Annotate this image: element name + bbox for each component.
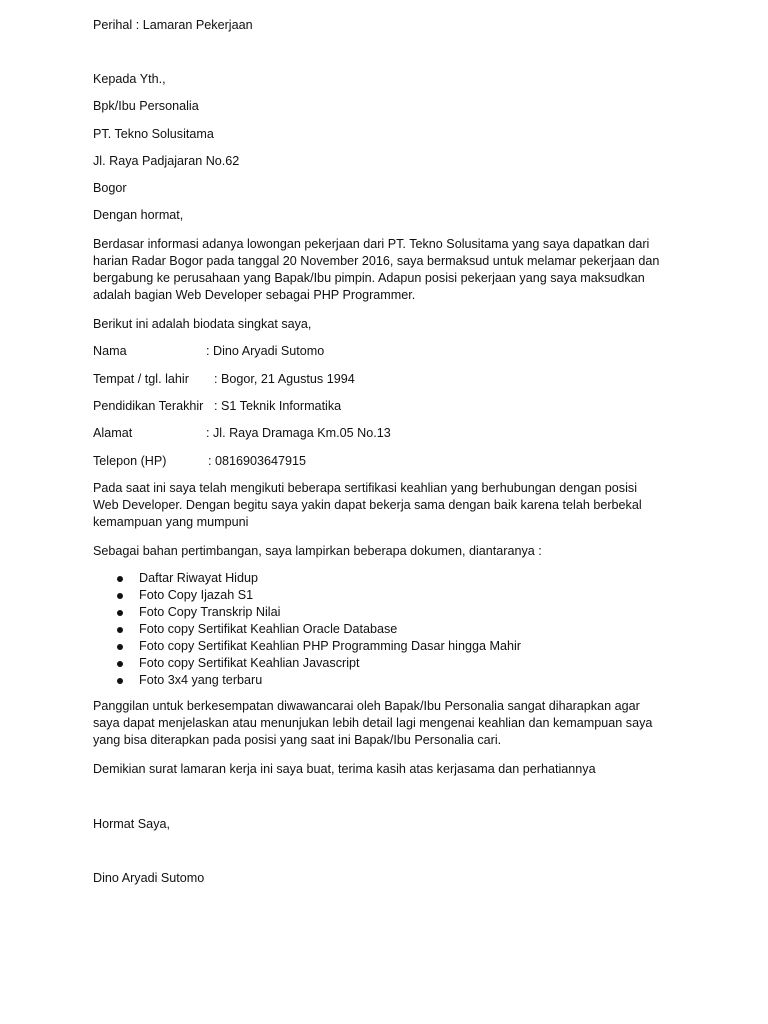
interview-paragraph [93, 698, 668, 749]
interview-line: yang bisa diterapkan pada posisi yang saat ini Bapak/Ibu Personalia cari. [93, 733, 502, 747]
bullet-icon [117, 593, 123, 599]
biodata-label-education: Pendidikan Terakhir [93, 399, 204, 413]
recipient-salutation: Kepada Yth., [93, 72, 166, 86]
bullet-icon [117, 576, 123, 582]
biodata-label-birth: Tempat / tgl. lahir [93, 372, 189, 386]
greeting: Dengan hormat, [93, 208, 184, 222]
recipient-city: Bogor [93, 181, 127, 195]
biodata-intro: Berikut ini adalah biodata singkat saya, [93, 317, 312, 331]
attachments-intro: Sebagai bahan pertimbangan, saya lampirkan beberapa dokumen, diantaranya : [93, 544, 542, 558]
recipient-company: PT. Tekno Solusitama [93, 127, 214, 141]
biodata-value-phone: : 0816903647915 [208, 454, 307, 468]
intro-line: Berdasar informasi adanya lowongan pekerjaan dari PT. Tekno Solusitama yang saya dapatkan dari [93, 237, 650, 251]
closing-statement: Demikian surat lamaran kerja ini saya buat, terima kasih atas kerjasama dan perhatiannya [93, 762, 596, 776]
certification-line: Pada saat ini saya telah mengikuti beberapa sertifikasi keahlian yang berhubungan dengan posisi [93, 481, 637, 495]
interview-line: Panggilan untuk berkesempatan diwawancarai oleh Bapak/Ibu Personalia sangat diharapkan agar [93, 699, 640, 713]
list-item [93, 638, 521, 655]
attachment-label: Foto 3x4 yang terbaru [139, 673, 263, 687]
certification-line: kemampuan yang mumpuni [93, 515, 249, 529]
list-item [93, 621, 521, 638]
biodata-label-phone: Telepon (HP) [93, 454, 167, 468]
letter-subject: Perihal : Lamaran Pekerjaan [93, 18, 253, 32]
certification-paragraph [93, 480, 668, 531]
recipient-name: Bpk/Ibu Personalia [93, 99, 199, 113]
biodata-label-name: Nama [93, 344, 127, 358]
biodata-label-address: Alamat [93, 426, 133, 440]
signature-name: Dino Aryadi Sutomo [93, 871, 205, 885]
intro-paragraph [93, 236, 668, 304]
interview-line: saya dapat menjelaskan atau menunjukan lebih detail lagi mengenai keahlian dan kemampuan saya [93, 716, 653, 730]
attachment-label: Daftar Riwayat Hidup [139, 571, 258, 585]
list-item [93, 587, 521, 604]
sign-off: Hormat Saya, [93, 817, 170, 831]
list-item [93, 655, 521, 672]
attachment-label: Foto copy Sertifikat Keahlian Oracle Database [139, 622, 398, 636]
intro-line: adalah bagian Web Developer sebagai PHP Programmer. [93, 288, 416, 302]
attachment-label: Foto Copy Ijazah S1 [139, 588, 254, 602]
attachment-label: Foto copy Sertifikat Keahlian PHP Programming Dasar hingga Mahir [139, 639, 521, 653]
bullet-icon [117, 644, 123, 650]
biodata-value-birth: : Bogor, 21 Agustus 1994 [214, 372, 355, 386]
list-item [93, 570, 521, 587]
attachment-label: Foto Copy Transkrip Nilai [139, 605, 281, 619]
list-item [93, 604, 521, 621]
bullet-icon [117, 678, 123, 684]
intro-line: harian Radar Bogor pada tanggal 20 November 2016, saya bermaksud untuk melamar pekerjaan dan [93, 254, 660, 268]
biodata-value-name: : Dino Aryadi Sutomo [206, 344, 325, 358]
list-item [93, 672, 521, 689]
attachment-label: Foto copy Sertifikat Keahlian Javascript [139, 656, 360, 670]
attachments-list [93, 570, 521, 689]
recipient-street: Jl. Raya Padjajaran No.62 [93, 154, 240, 168]
bullet-icon [117, 627, 123, 633]
certification-line: Web Developer. Dengan begitu saya yakin dapat bekerja sama dengan baik karena telah berbekal [93, 498, 642, 512]
bullet-icon [117, 610, 123, 616]
intro-line: bergabung ke perusahaan yang Bapak/Ibu pimpin. Adapun posisi pekerjaan yang saya maksudkan [93, 271, 645, 285]
biodata-value-address: : Jl. Raya Dramaga Km.05 No.13 [206, 426, 391, 440]
bullet-icon [117, 661, 123, 667]
biodata-value-education: : S1 Teknik Informatika [214, 399, 342, 413]
